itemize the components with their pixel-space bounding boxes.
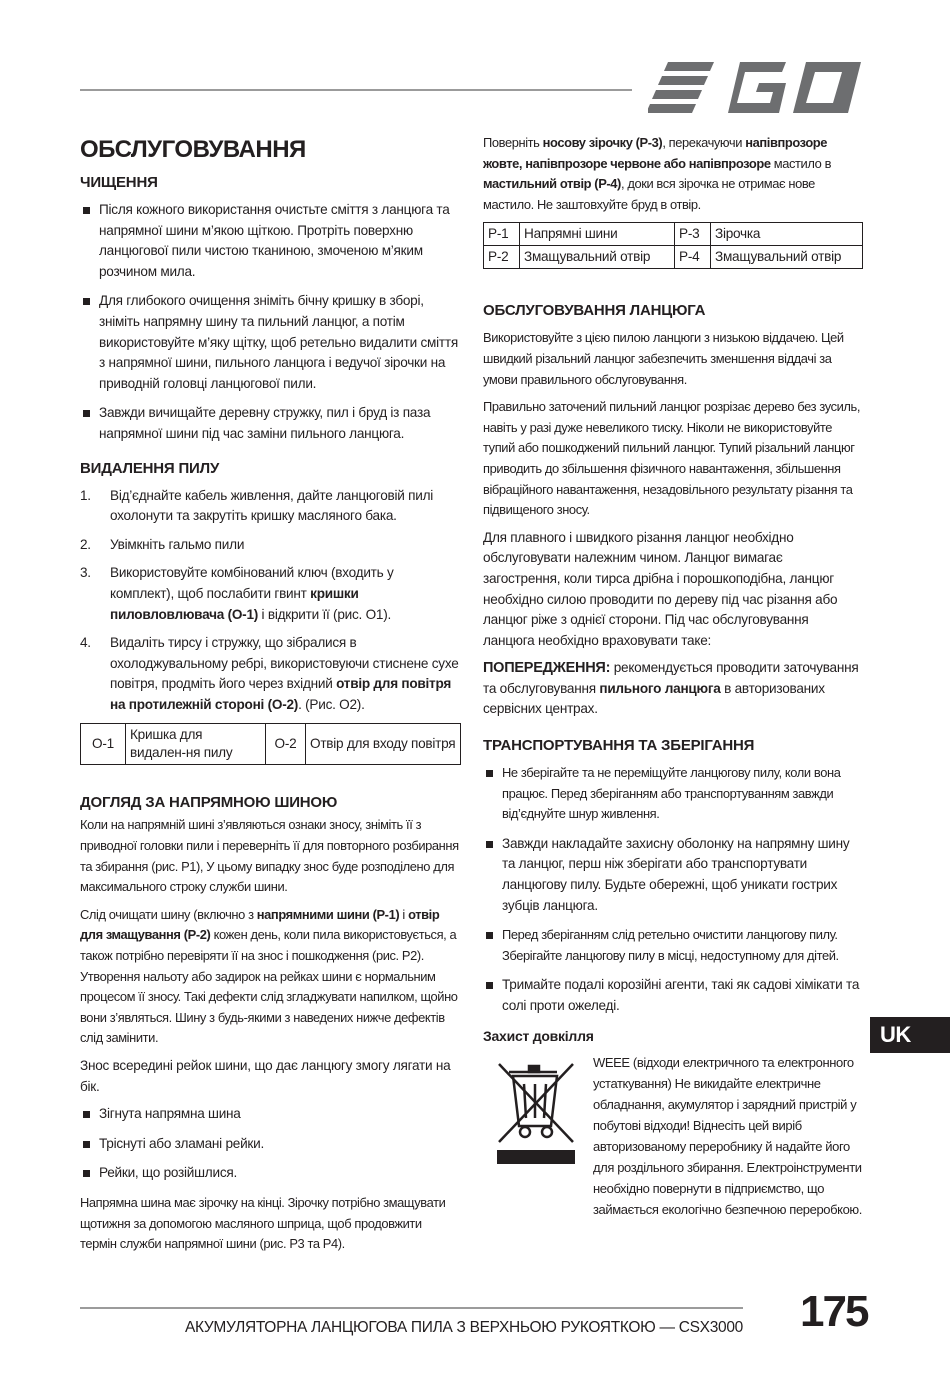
bar-paragraph-3: Знос всередині рейок шини, що дає ланцюгу змогу лягати на бік. xyxy=(80,1058,451,1094)
left-column xyxy=(80,133,461,1262)
text-bold: напрямними шини (P-1) xyxy=(256,906,400,922)
env-text: WEEE (відходи електричного та електронного устаткування) Не викидайте електричне обладнання, акумулятор і зарядний пристрій у побутові відходи! Віднесіть цей виріб авторизованому переробнику й надайте його для роздільного збирання. Електроінструменти необхідно повернути в підприємство, що займається екологічно безпечною переробкою. xyxy=(593,1054,862,1217)
sprocket-paragraph xyxy=(483,133,863,215)
text: і xyxy=(399,906,409,922)
step-number: 4. xyxy=(80,635,91,651)
bar-paragraph-1: Коли на напрямній шині з’являються ознаки зносу, зніміть її з приводної головки пили і переверніть її для повторного розбирання та збирання (рис. P1), У цьому випадку знос буде розподілено для максимального строку служби шини. xyxy=(80,817,459,895)
table-cell: Напрямні шини xyxy=(520,223,675,246)
crossed-bin-icon xyxy=(491,1056,583,1166)
footer-rule xyxy=(80,1307,743,1309)
step-text: Від’єднайте кабель живлення, дайте ланцюговій пилі охолонути та закрутіть кришку масляного бака. xyxy=(110,487,434,524)
bar-paragraph-2 xyxy=(80,905,461,1049)
table-cell: Змащувальний отвір xyxy=(520,246,675,269)
step-number: 2. xyxy=(80,536,91,552)
text: рекомендується проводити заточування та обслуговування xyxy=(483,660,859,696)
ego-logo xyxy=(648,62,863,118)
table-cell: Кришка для видален-ня пилу xyxy=(126,724,266,765)
text: , перекачуючи xyxy=(662,135,746,150)
bar-legend-table xyxy=(483,222,863,269)
env-heading: Захист довкілля xyxy=(483,1027,594,1044)
table-cell: P-2 xyxy=(484,246,520,269)
step-text: і відкрити її (рис. O1). xyxy=(258,606,392,622)
transport-list xyxy=(483,763,863,1017)
dust-steps xyxy=(80,486,461,716)
footer-title: АКУМУЛЯТОРНА ЛАНЦЮГОВА ПИЛА З ВЕРХНЬОЮ РУКОЯТКОЮ — CSX3000 xyxy=(184,1319,743,1336)
list-item xyxy=(80,486,461,527)
list-item xyxy=(80,563,461,625)
list-item: Перед зберіганням слід ретельно очистити ланцюгову пилу. Зберігайте ланцюгову пилу в місці, недоступному для дітей. xyxy=(483,925,863,966)
text-bold: носову зірочку (P-3) xyxy=(542,135,663,150)
language-tab: UK xyxy=(870,1017,950,1053)
page-number: 175 xyxy=(800,1287,868,1336)
page-title: ОБСЛУГОВУВАННЯ xyxy=(80,136,306,163)
step-text: Увімкніть гальмо пили xyxy=(110,536,245,552)
table-cell: P-3 xyxy=(675,223,711,246)
table-cell: P-1 xyxy=(484,223,520,246)
table-cell: O-2 xyxy=(266,724,306,765)
list-item: Зігнута напрямна шина xyxy=(80,1104,461,1125)
text: в авторизованих сервісних центрах. xyxy=(483,680,825,717)
step-text-bold: отвір для повітря на протилежній стороні (O-2) xyxy=(110,676,452,712)
text: Слід очищати шину (включно з xyxy=(80,906,257,922)
warning-label: ПОПЕРЕДЖЕННЯ: xyxy=(483,660,611,677)
warning-paragraph xyxy=(483,658,863,720)
list-item: Завжди накладайте захисну оболонку на напрямну шину та ланцюг, перш ніж зберігати або транспортувати ланцюгову пилу. Будьте обережні, щоб уникати гострих зубців ланцюга. xyxy=(483,834,863,916)
table-cell: Зірочка xyxy=(711,223,863,246)
step-text-bold: кришки пиловловлювача (O-1) xyxy=(110,585,359,622)
text: Поверніть xyxy=(483,135,543,150)
text: мастило в xyxy=(770,155,832,171)
table-cell: P-4 xyxy=(675,246,711,269)
header-rule xyxy=(80,89,632,91)
env-block xyxy=(483,1052,863,1220)
step-number: 1. xyxy=(80,487,91,503)
text-bold: пильного ланцюга xyxy=(599,680,721,696)
right-column xyxy=(483,133,863,1220)
list-item: Після кожного використання очистьте сміття з ланцюга та напрямної шини м’якою щіткою. Протріть поверхню ланцюгової пили чистою тканиною, змоченою м’яким розчином мила. xyxy=(80,200,461,282)
table-cell: O-1 xyxy=(81,724,126,765)
table-row xyxy=(484,246,863,269)
text: кожен день, коли пила використовується, а також потрібно перевіряти її на знос і пошкодження (рис. P2). Утворення нальоту або задирок на рейках шини є нормальним процесом її зносу. Такі дефекти слід згладжувати напилком, щойно вони з’являться. Шину з будь-якими з наведених нижче дефектів слід замінити. xyxy=(80,927,458,1046)
step-text: Використовуйте комбінований ключ (входить у комплект), щоб послабити гвинт xyxy=(110,565,394,601)
list-item: Не зберігайте та не переміщуйте ланцюгову пилу, коли вона працює. Перед зберіганням або транспортуванням завжди від’єднуйте шнур живлення. xyxy=(483,763,863,825)
transport-heading: ТРАНСПОРТУВАННЯ ТА ЗБЕРІГАННЯ xyxy=(483,737,755,755)
list-item: Тріснуті або зламані рейки. xyxy=(80,1134,461,1155)
dust-heading: ВИДАЛЕННЯ ПИЛУ xyxy=(80,459,220,477)
list-item xyxy=(80,633,461,715)
chain-paragraph-2: Правильно заточений пильний ланцюг розрізає дерево без зусиль, навіть у разі дуже невеликого тиску. Ніколи не використовуйте тупий або пошкоджений пильний ланцюг. Тупий різальний ланцюг приводить до збільшення фізичного навантаження, збільшення вібраційного навантаження, незадовільного результату різання та підвищеного зносу. xyxy=(483,399,861,518)
text-bold: отвір для змащування (P-2) xyxy=(80,906,440,943)
dust-legend-table xyxy=(80,723,461,765)
text-bold: мастильний отвір (P-4) xyxy=(483,176,621,192)
list-item xyxy=(80,535,461,556)
list-item: Рейки, що розійшлися. xyxy=(80,1163,461,1184)
table-row xyxy=(484,223,863,246)
list-item: Завжди вичищайте деревну стружку, пил і бруд із паза напрямної шини під час заміни пильного ланцюга. xyxy=(80,403,461,444)
table-cell: Отвір для входу повітря xyxy=(306,724,461,765)
step-text: Видаліть тирсу і стружку, що зібралися в охолоджувальному ребрі, використовуючи стиснене сухе повітря, продміть його через вхідний xyxy=(110,635,459,692)
list-item: Тримайте подалі корозійні агенти, такі як садові хімікати та солі проти ожеледі. xyxy=(483,975,863,1016)
cleaning-heading: ЧИЩЕННЯ xyxy=(80,174,158,191)
chain-paragraph-1: Використовуйте з цією пилою ланцюги з низькою віддачею. Цей швидкий різальний ланцюг забезпечить зменшення віддачі за умови правильного обслуговування. xyxy=(483,330,844,387)
chain-heading: ОБСЛУГОВУВАННЯ ЛАНЦЮГА xyxy=(483,302,706,320)
text: , доки вся зірочка не отримає нове мастило. Не заштовхуйте бруд в отвір. xyxy=(483,176,815,212)
bar-paragraph-4: Напрямна шина має зірочку на кінці. Зірочку потрібно змащувати щотижня за допомогою масляного шприца, щоб продовжити термін служби напрямної шини (рис. P3 та P4). xyxy=(80,1194,446,1252)
table-row xyxy=(81,724,461,765)
bar-heading: ДОГЛЯД ЗА НАПРЯМНОЮ ШИНОЮ xyxy=(80,794,338,812)
bar-defect-list xyxy=(80,1104,461,1184)
step-text: . (Рис. O2). xyxy=(298,696,365,712)
chain-paragraph-3: Для плавного і швидкого різання ланцюг необхідно обслуговувати належним чином. Ланцюг вимагає загострення, коли тирса дрібна і порошкоподібна, ланцюг необхідно силою проводити по дереву під час різання або ланцюг ріже з однієї сторони. Під час обслуговування ланцюга необхідно враховувати таке: xyxy=(483,529,838,648)
list-item: Для глибокого очищення зніміть бічну кришку в зборі, зніміть напрямну шину та пильний ланцюг, а потім використовуйте м’яку щітку, щоб ретельно видалити сміття з напрямної шини, пильного ланцюга і ведучої зірочки на приводній головці ланцюгової пили. xyxy=(80,291,461,394)
table-cell: Змащувальний отвір xyxy=(711,246,863,269)
text-bold: напівпрозоре жовте, напівпрозоре червоне або напівпрозоре xyxy=(483,135,828,171)
cleaning-list xyxy=(80,200,461,445)
step-number: 3. xyxy=(80,565,91,581)
